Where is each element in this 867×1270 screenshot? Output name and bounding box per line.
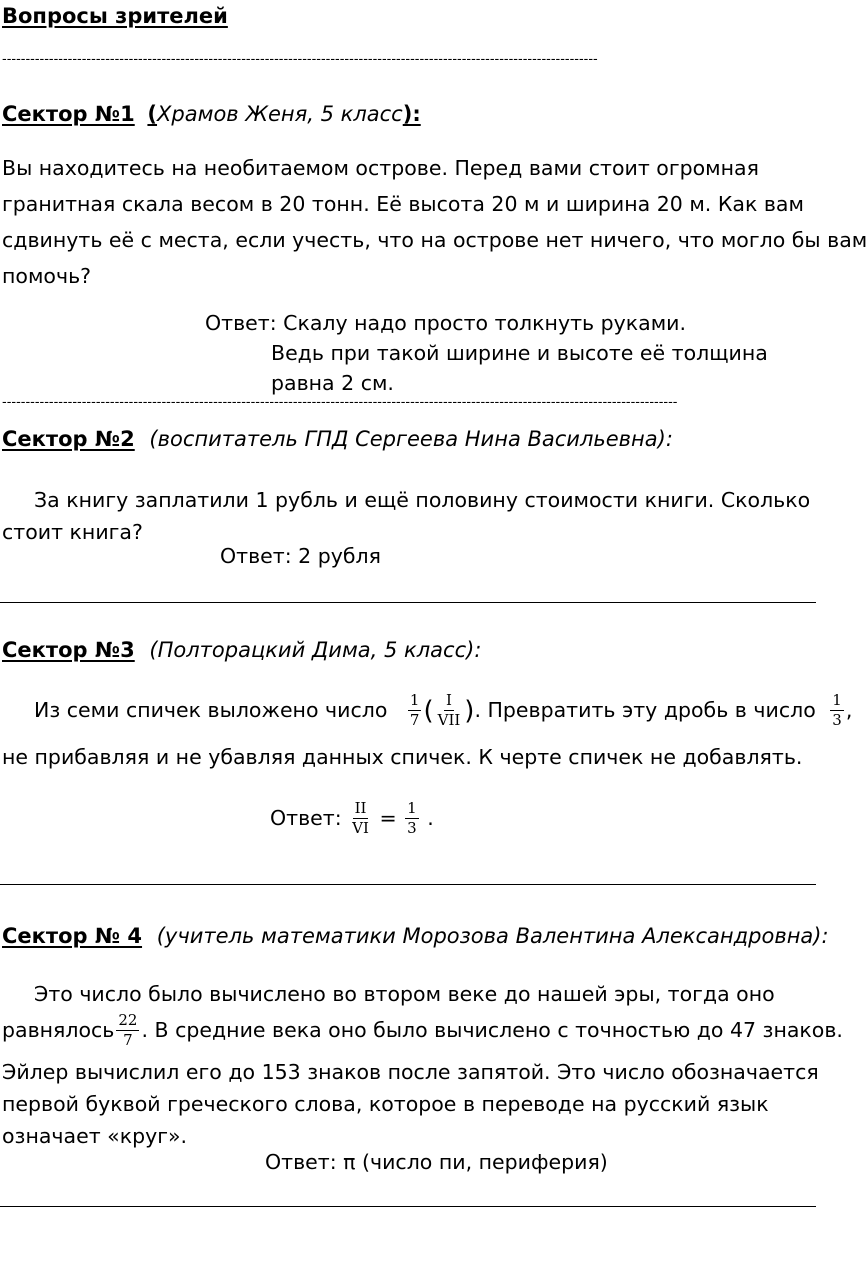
sector-4-heading [2,924,829,948]
sector-1-answer [205,308,768,398]
answer-line: равна 2 см. [271,371,394,395]
open-paren: ( [423,695,434,726]
fraction-1-3: $\frac{1}{3}$ [832,691,842,730]
period: . [427,805,434,830]
sector-3-question-line-1 [2,692,852,730]
sector-2-label: Сектор №2 [2,427,135,451]
sector-4-author: (учитель математики Морозова Валентина Александровна): [156,924,829,948]
sector-1-heading [2,102,421,126]
fraction-roman-ii-vi: $\frac{II}{VI}$ [352,799,369,838]
sector-2-heading [2,427,673,451]
sector-2-author: (воспитатель ГПД Сергеева Нина Васильевна): [149,427,673,451]
question-text: , [845,697,853,722]
sector-4-question-rest [2,1056,819,1152]
sector-1-close-paren: ): [402,102,421,126]
fraction-1-3-answer: $\frac{1}{3}$ [407,799,417,838]
sector-3-heading [2,638,481,662]
question-line: стоит книга? [2,520,143,544]
sector-3-question-line-2: не прибавляя и не убавляя данных спичек. К черте спичек не добавлять. [2,745,803,769]
question-line: первой буквой греческого слова, которое в переводе на русский язык [2,1092,769,1116]
question-line: помочь? [2,264,92,288]
sector-1-author: Храмов Женя, 5 класс [157,102,403,126]
close-paren: ) [464,695,475,726]
sector-3-label: Сектор №3 [2,638,135,662]
divider-line [0,1206,816,1207]
divider-line [0,884,816,885]
fraction-roman-i-vii: $\frac{I}{\text{VII}}$ [437,691,461,730]
question-text: равнялось [2,1017,115,1042]
fraction-1-7: $\frac{1}{7}$ [409,691,420,730]
answer-line: Ответ: Скалу надо просто толкнуть руками. [205,311,687,335]
question-line: Эйлер вычислил его до 153 знаков после запятой. Это число обозначается [2,1060,819,1084]
question-text: Это число было вычислено во втором веке до нашей эры, тогда оно [34,982,775,1006]
equals-sign: = [379,805,397,830]
sector-4-label: Сектор № 4 [2,924,143,948]
separator-dashes-mid: ------------------------------------------------------------------------------------------------------------------------------------------------ [2,395,678,410]
sector-4-question-line-2 [2,1012,843,1050]
answer-label: Ответ: [270,805,342,830]
question-text: . В средние века оно было вычислено с точностью до 47 знаков. [141,1017,843,1042]
question-line: означает «круг». [2,1124,188,1148]
sector-4-answer: Ответ: π (число пи, периферия) [265,1150,608,1174]
question-text: . Превратить эту дробь в число [474,697,816,722]
sector-3-answer [270,800,434,838]
sector-1-open-paren: ( [147,102,158,126]
question-text: Из семи спичек выложено число [34,697,388,722]
question-line: Вы находитесь на необитаемом острове. Перед вами стоит огромная [2,156,759,180]
answer-line: Ведь при такой ширине и высоте её толщина [271,341,768,365]
sector-3-author: (Полторацкий Дима, 5 класс): [149,638,482,662]
divider-line [0,602,816,603]
sector-1-label: Сектор №1 [2,102,135,126]
sector-2-question [2,484,810,548]
fraction-22-7: $\frac{22}{7}$ [118,1011,138,1050]
sector-2-answer: Ответ: 2 рубля [220,544,381,568]
sector-4-question-line-1 [2,982,775,1006]
page-title: Вопросы зрителей [2,4,228,28]
sector-1-question [2,150,867,294]
question-line: За книгу заплатили 1 рубль и ещё половину стоимости книги. Сколько [34,488,811,512]
question-line: сдвинуть её с места, если учесть, что на острове нет ничего, что могло бы вам [2,228,867,252]
separator-dashes-top: ------------------------------------------------------------------------------------------------------------------------------- [2,52,598,67]
question-line: гранитная скала весом в 20 тонн. Её высота 20 м и ширина 20 м. Как вам [2,192,804,216]
